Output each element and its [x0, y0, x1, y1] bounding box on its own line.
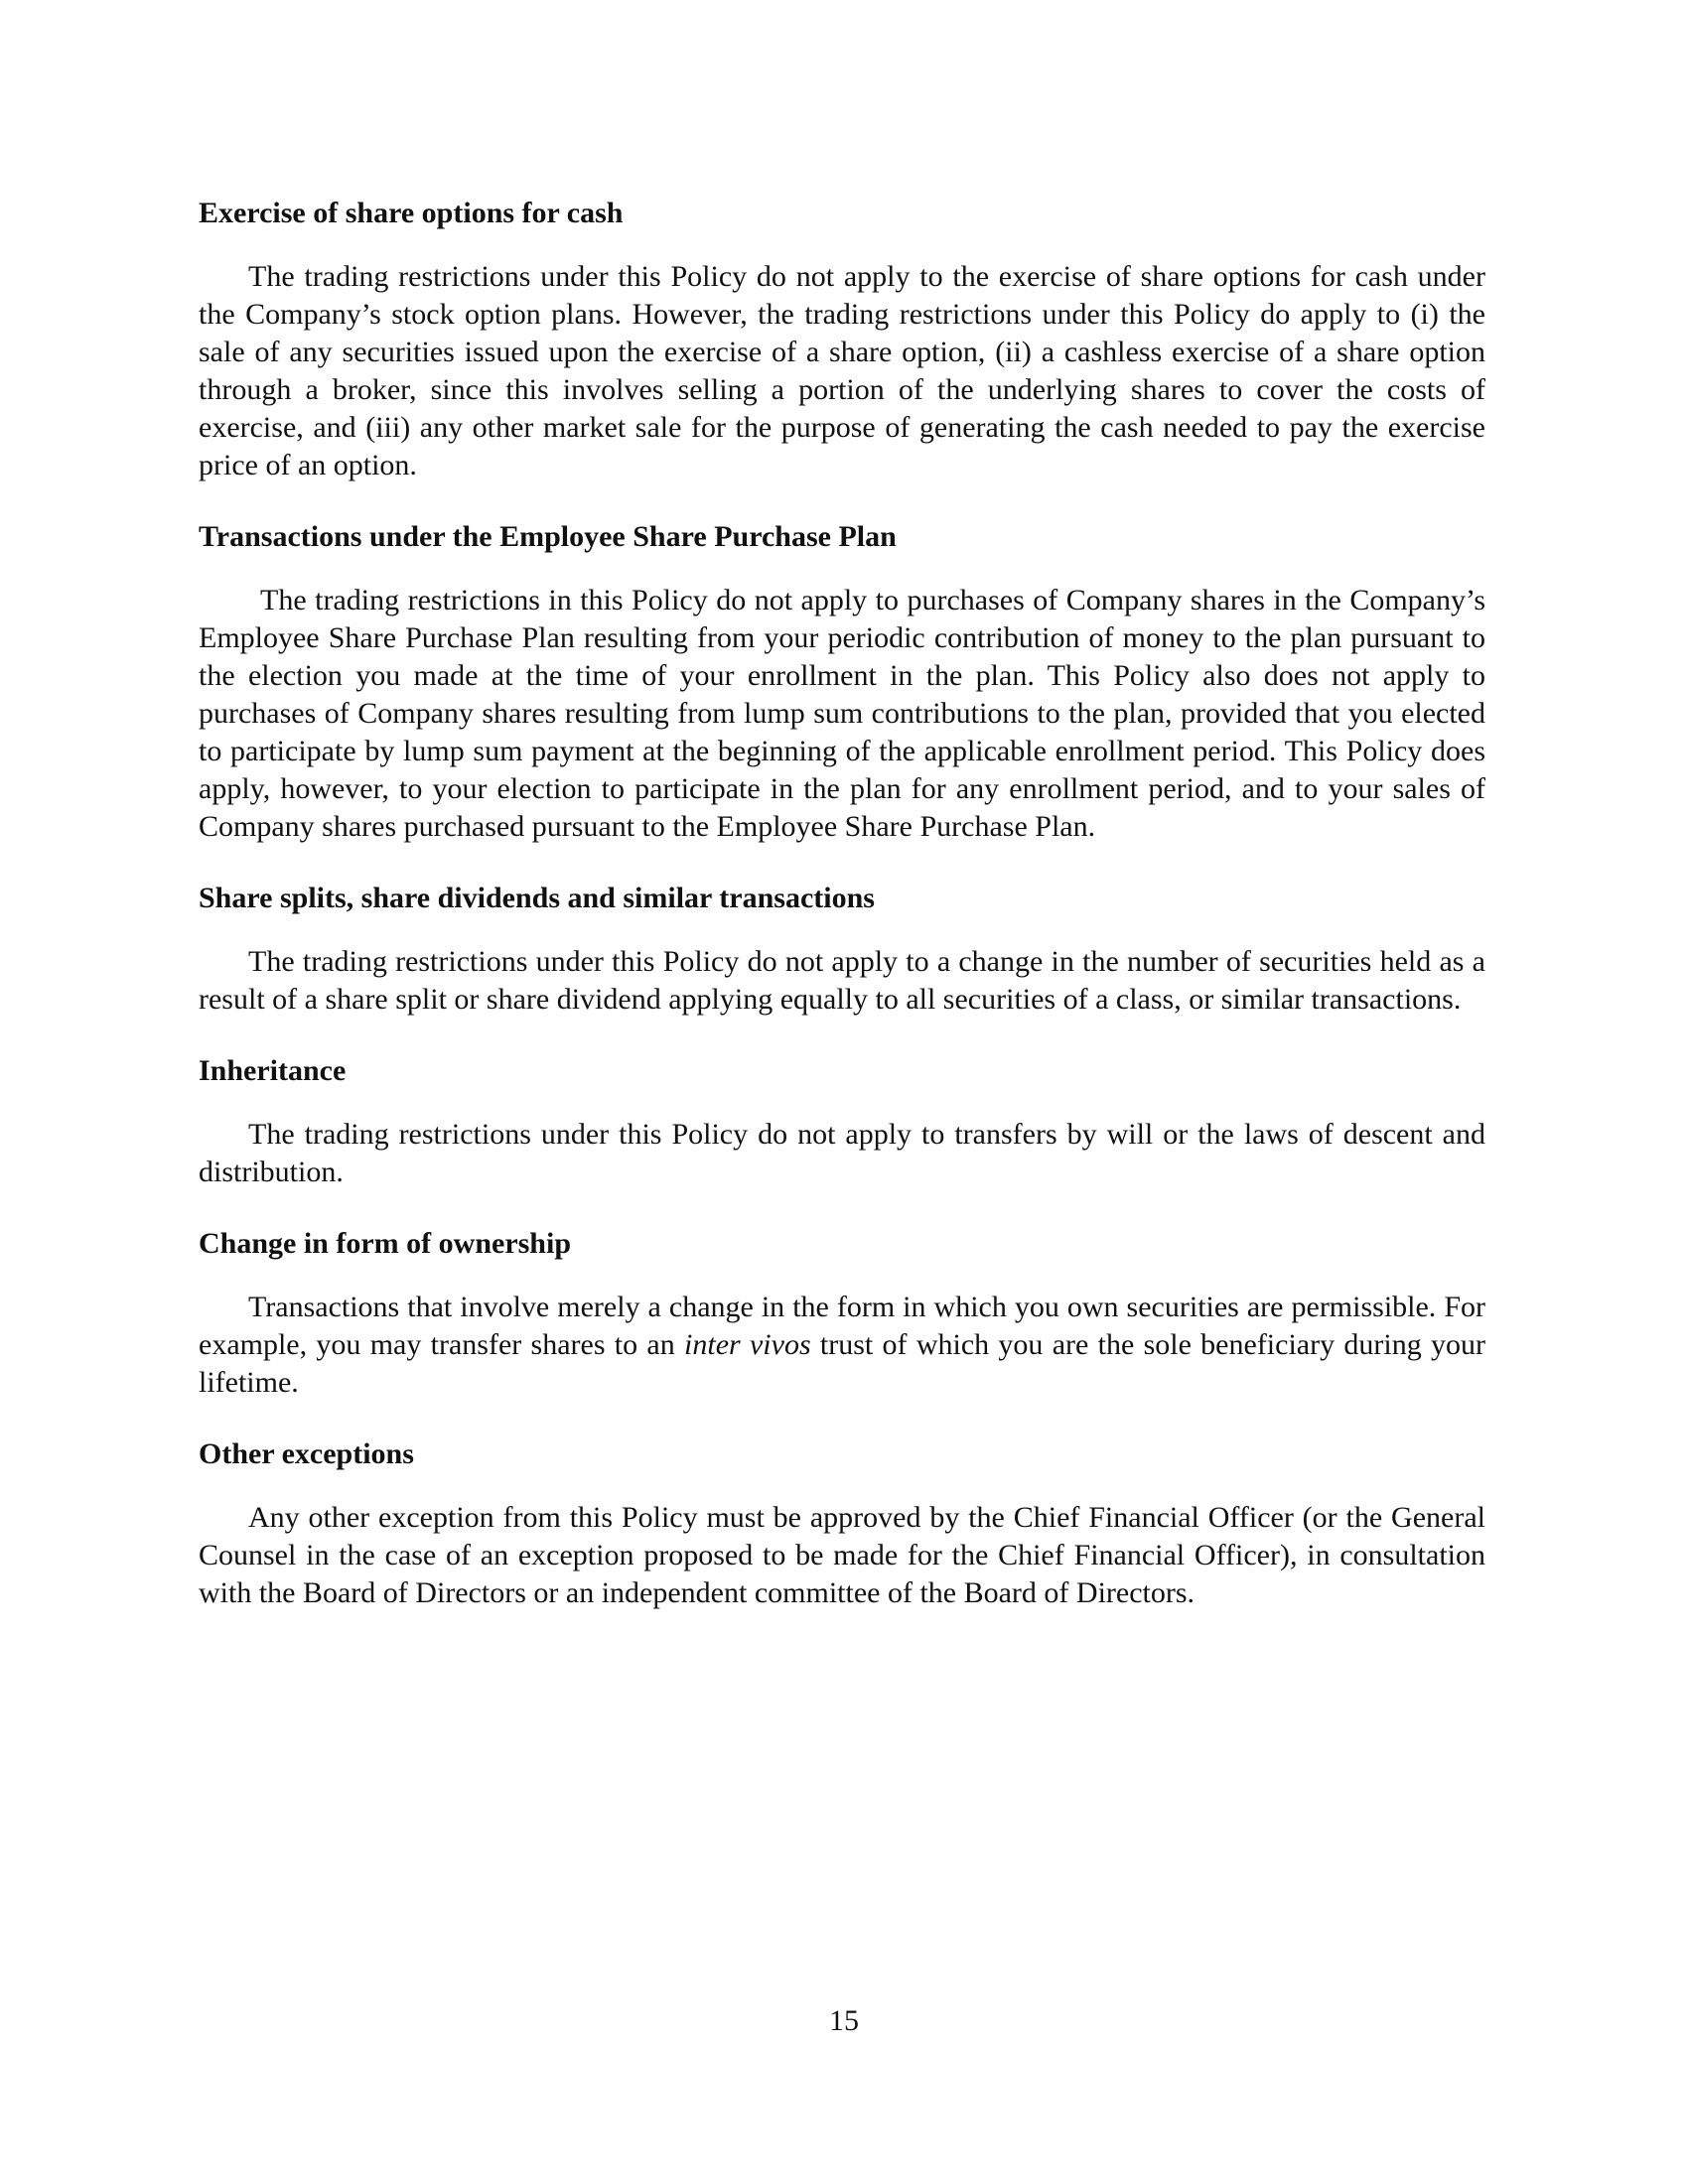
section-paragraph: Any other exception from this Policy must be approved by the Chief Financial Officer (or the General Counsel in the case of an exception proposed to be made for the Chief Financial Officer), in consultation with the Board of Directors or an independent committee of the Board of Directors.: [199, 1501, 1485, 1609]
section-heading: Other exceptions: [199, 1437, 414, 1470]
section-change-in-form-of-ownership: [199, 1225, 1485, 1402]
section-inheritance: [199, 1052, 1485, 1191]
paragraph-text-before-italic: Transactions that involve merely a change in the form in which you own securities are permissible. For example, you may transfer shares to an: [199, 1291, 1485, 1361]
section-paragraph: The trading restrictions in this Policy do not apply to purchases of Company shares in the Company’s Employee Share Purchase Plan resulting from your periodic contribution of money to the plan pursuant to the election you made at the time of your enrollment in the plan. This Policy also does not apply to purchases of Company shares resulting from lump sum contributions to the plan, provided that you elected to participate by lump sum payment at the beginning of the applicable enrollment period. This Policy does apply, however, to your election to participate in the plan for any enrollment period, and to your sales of Company shares purchased pursuant to the Employee Share Purchase Plan.: [199, 584, 1485, 843]
section-heading: Transactions under the Employee Share Purchase Plan: [199, 520, 897, 553]
section-employee-share-purchase-plan: [199, 518, 1485, 846]
section-paragraph: [199, 1289, 1485, 1402]
section-other-exceptions: [199, 1435, 1485, 1612]
section-paragraph: The trading restrictions under this Policy do not apply to transfers by will or the laws of descent and distribution.: [199, 1118, 1485, 1188]
document-page: [199, 195, 1485, 1646]
section-exercise-share-options: [199, 195, 1485, 484]
section-heading: Change in form of ownership: [199, 1227, 572, 1260]
paragraph-text-after-italic: trust of which you are the sole beneficiary during your lifetime.: [199, 1328, 1485, 1399]
paragraph-italic-term: inter vivos: [684, 1328, 811, 1361]
section-heading: Share splits, share dividends and similar transactions: [199, 882, 875, 914]
section-share-splits: [199, 880, 1485, 1019]
page-number: 15: [829, 2004, 859, 2037]
section-heading: Exercise of share options for cash: [199, 197, 624, 229]
section-paragraph: The trading restrictions under this Policy do not apply to the exercise of share options for cash under the Company’s stock option plans. However, the trading restrictions under this Policy do apply to (i) the sale of any securities issued upon the exercise of a share option, (ii) a cashless exercise of a share option through a broker, since this involves selling a portion of the underlying shares to cover the costs of exercise, and (iii) any other market sale for the purpose of generating the cash needed to pay the exercise price of an option.: [199, 260, 1485, 481]
section-heading: Inheritance: [199, 1054, 347, 1087]
section-paragraph: The trading restrictions under this Policy do not apply to a change in the number of securities held as a result of a share split or share dividend applying equally to all securities of a class, or similar transactions.: [199, 945, 1485, 1016]
